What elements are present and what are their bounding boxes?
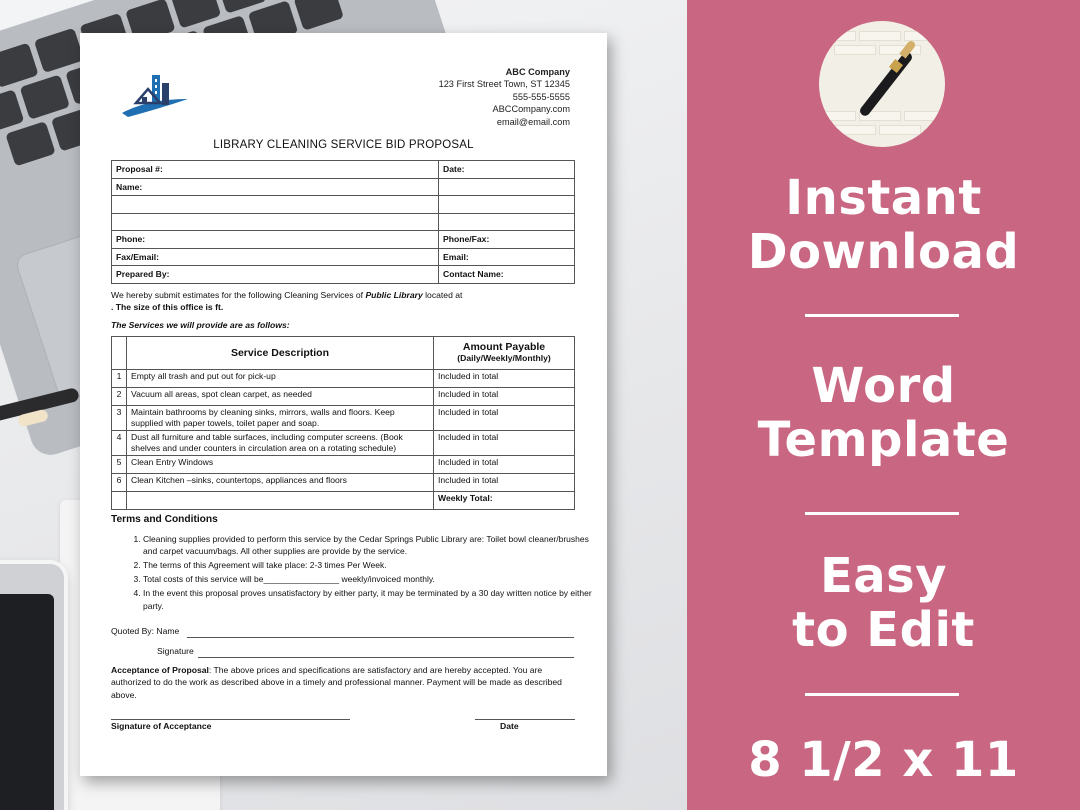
- column-header-amount: Amount Payable (Daily/Weekly/Monthly): [434, 337, 575, 370]
- signature-line: [198, 657, 574, 658]
- acceptance-paragraph: Acceptance of Proposal: The above prices and specifications are satisfactory and are hereby accepted. You are authorized to do the work as described above in a timely and professional manner. Payment will be made as described above.: [111, 665, 562, 700]
- date-field: Date:: [439, 161, 575, 179]
- proposal-document: [80, 33, 607, 776]
- table-row: [112, 248, 575, 266]
- office-size-line: . The size of this office is ft.: [111, 302, 224, 313]
- company-website: ABCCompany.com: [492, 104, 570, 115]
- divider: [805, 693, 959, 696]
- prepared-by-field: Prepared By:: [112, 266, 439, 284]
- company-info: [439, 66, 570, 128]
- email-field: Email:: [439, 248, 575, 266]
- phone-fax-field: Phone/Fax:: [439, 231, 575, 249]
- table-row: [112, 178, 575, 196]
- date-label: Date: [500, 721, 519, 731]
- terms-heading: Terms and Conditions: [111, 514, 218, 525]
- easy-text: Easy: [819, 548, 948, 604]
- table-row: [112, 231, 575, 249]
- table-header-row: [112, 337, 575, 370]
- terms-list: [111, 533, 593, 614]
- size-text: 8 1/2 x 11: [748, 732, 1019, 788]
- list-item: 4. In the event this proposal proves unsatisfactory by either party, it may be terminated by a 30 day written notice by either party.: [143, 587, 593, 612]
- table-row: 2 Vacuum all areas, spot clean carpet, as needed Included in total: [112, 388, 575, 406]
- client-name: Public Library: [365, 290, 423, 300]
- fountain-pen-icon: [819, 21, 945, 147]
- weekly-total: Weekly Total:: [434, 492, 575, 510]
- signature-of-acceptance-label: Signature of Acceptance: [111, 721, 212, 731]
- table-row: 1 Empty all trash and put out for pick-up Included in total: [112, 370, 575, 388]
- date-line: [475, 719, 575, 720]
- column-header-description: Service Description: [127, 337, 434, 370]
- company-email: email@email.com: [496, 116, 570, 127]
- download-text: Download: [747, 224, 1020, 280]
- table-row: 6 Clean Kitchen –sinks, countertops, appliances and floors Included in total: [112, 474, 575, 492]
- table-row: [112, 213, 575, 231]
- phone-screen: [0, 594, 54, 810]
- word-text: Word: [811, 358, 956, 414]
- company-address: 123 First Street Town, ST 12345: [438, 79, 570, 90]
- building-logo-icon: [118, 69, 192, 121]
- document-title: LIBRARY CLEANING SERVICE BID PROPOSAL: [213, 139, 474, 151]
- fax-email-field: Fax/Email:: [112, 248, 439, 266]
- company-phone: 555-555-5555: [512, 91, 570, 102]
- services-heading: The Services we will provide are as follows:: [111, 320, 290, 330]
- phone-field: Phone:: [112, 231, 439, 249]
- list-item: 3. Total costs of this service will be________________ weekly/invoiced monthly.: [143, 573, 593, 585]
- company-name: ABC Company: [505, 67, 570, 77]
- instant-text: Instant: [785, 170, 982, 226]
- quoted-by-line: [187, 637, 574, 638]
- table-row: [112, 492, 575, 510]
- table-row: 5 Clean Entry Windows Included in total: [112, 456, 575, 474]
- to-edit-text: to Edit: [792, 602, 975, 658]
- table-row: 3 Maintain bathrooms by cleaning sinks, mirrors, walls and floors. Keep supplied with paper towels, toilet paper and soap. Included in total: [112, 406, 575, 431]
- list-item: 1. Cleaning supplies provided to perform this service by the Cedar Springs Public Library are: Toilet bowl cleaner/brushes and carpet vacuum/bags. All other supplies are provide by the service.: [143, 533, 593, 558]
- signature-label: Signature: [157, 646, 194, 656]
- divider: [805, 512, 959, 515]
- proposal-number-field: Proposal #:: [112, 161, 439, 179]
- services-table: [111, 336, 575, 510]
- contact-name-field: Contact Name:: [439, 266, 575, 284]
- template-text: Template: [757, 412, 1010, 468]
- intro-paragraph: We hereby submit estimates for the following Cleaning Services of Public Library located at . The size of this office is ft.: [111, 290, 463, 313]
- table-row: [112, 196, 575, 214]
- promo-panel: [687, 0, 1080, 810]
- table-row: [112, 161, 575, 179]
- divider: [805, 314, 959, 317]
- acceptance-signature-line: [111, 719, 350, 720]
- list-item: 2. The terms of this Agreement will take place: 2-3 times Per Week.: [143, 559, 593, 571]
- smartphone: [0, 560, 68, 810]
- table-row: 4 Dust all furniture and table surfaces, including computer screens. (Book shelves and under counters in circulation area on a rotating schedule) Included in total: [112, 431, 575, 456]
- quoted-by-label: Quoted By: Name: [111, 626, 180, 636]
- name-field: Name:: [112, 178, 439, 196]
- client-info-table: [111, 160, 575, 284]
- table-row: [112, 266, 575, 284]
